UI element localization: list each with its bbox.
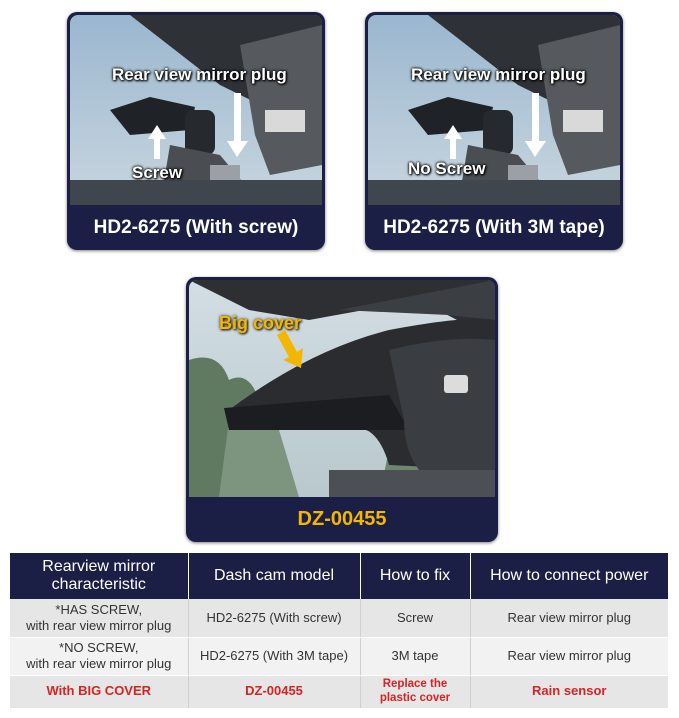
table-cell: With BIG COVER bbox=[10, 675, 188, 708]
table-cell bbox=[360, 675, 470, 708]
table-cell: HD2-6275 (With screw) bbox=[188, 599, 360, 637]
table-cell: HD2-6275 (With 3M tape) bbox=[188, 637, 360, 675]
replace-text-line-1: Replace the bbox=[382, 678, 448, 691]
table-cell: Rear view mirror plug bbox=[470, 599, 668, 637]
no-screw-text-line-2: with rear view mirror plug bbox=[26, 656, 172, 671]
big-cover-photo bbox=[189, 280, 495, 497]
product-card-big-cover bbox=[186, 277, 498, 542]
table-cell: Rain sensor bbox=[470, 675, 668, 708]
rear-view-mirror-plug-label: Rear view mirror plug bbox=[411, 65, 586, 84]
card-caption: DZ-00455 bbox=[297, 508, 387, 530]
screw-label: Screw bbox=[132, 163, 183, 182]
rear-view-mirror-plug-label: Rear view mirror plug bbox=[112, 65, 287, 84]
header-mirror-characteristic-line-1: Rearview mirror bbox=[42, 557, 156, 575]
table-row bbox=[10, 675, 668, 708]
card-caption: HD2-6275 (With 3M tape) bbox=[383, 216, 605, 238]
table-row bbox=[10, 637, 668, 675]
header-mirror-characteristic bbox=[10, 553, 188, 599]
table-cell bbox=[10, 599, 188, 637]
table-cell: DZ-00455 bbox=[188, 675, 360, 708]
mirror-plug-photo-with-screw bbox=[70, 15, 322, 205]
table-row bbox=[10, 599, 668, 637]
replace-text-line-2: plastic cover bbox=[379, 691, 451, 704]
compatibility-table bbox=[10, 553, 668, 709]
header-dash-cam-model: Dash cam model bbox=[188, 553, 360, 599]
has-screw-text-line-2: with rear view mirror plug bbox=[26, 617, 172, 633]
table-cell bbox=[10, 637, 188, 675]
header-how-to-fix: How to fix bbox=[360, 553, 470, 599]
header-how-to-connect-power: How to connect power bbox=[470, 553, 668, 599]
product-card-with-screw bbox=[67, 12, 325, 250]
no-screw-label: No Screw bbox=[408, 159, 486, 178]
header-mirror-characteristic-line-2: characteristic bbox=[51, 576, 146, 593]
big-cover-label: Big cover bbox=[219, 313, 302, 333]
table-cell: Rear view mirror plug bbox=[470, 637, 668, 675]
table-cell: 3M tape bbox=[360, 637, 470, 675]
card-caption: HD2-6275 (With screw) bbox=[93, 216, 299, 238]
table-cell: Screw bbox=[360, 599, 470, 637]
mirror-plug-photo-no-screw bbox=[368, 15, 620, 205]
has-screw-text-line-1: *HAS SCREW, bbox=[55, 601, 143, 617]
product-card-with-3m-tape bbox=[365, 12, 623, 250]
no-screw-text-line-1: *NO SCREW, bbox=[59, 639, 139, 655]
table-header-row bbox=[10, 553, 668, 599]
